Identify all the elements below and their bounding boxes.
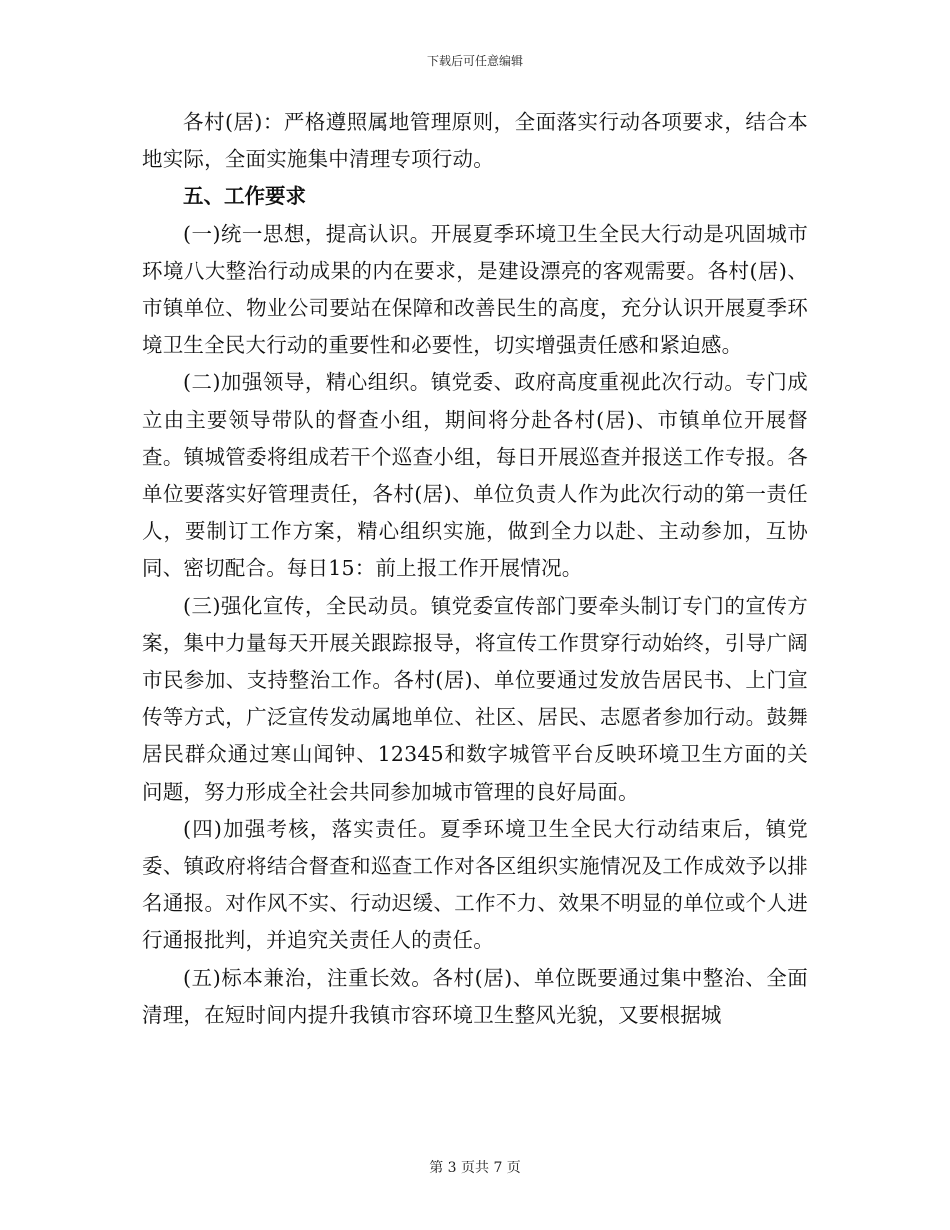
document-body (142, 104, 808, 1034)
paragraph-requirement-4: (四)加强考核，落实责任。夏季环境卫生全民大行动结束后，镇党委、镇政府将结合督查和巡查工作对各区组织实施情况及工作成效予以排名通报。对作风不实、行动迟缓、工作不力、效果不明显的单位或个人进行通报批判，并追究关责任人的责任。 (142, 816, 808, 953)
section-heading-requirements: 五、工作要求 (183, 184, 306, 209)
page-header: 下载后可任意编辑 (426, 54, 523, 68)
page-number: 第 3 页共 7 页 (429, 1160, 521, 1176)
paragraph-requirement-3: (三)强化宣传，全民动员。镇党委宣传部门要牵头制订专门的宣传方案，集中力量每天开展关跟踪报导，将宣传工作贯穿行动始终，引导广阔市民参加、支持整治工作。各村(居)、单位要通过发放告居民书、上门宣传等方式，广泛宣传发动属地单位、社区、居民、志愿者参加行动。鼓舞居民群众通过寒山闻钟、12345和数字城管平台反映环境卫生方面的关问题，努力形成全社会共同参加城市管理的良好局面。 (142, 593, 808, 804)
paragraph-requirement-2: (二)加强领导，精心组织。镇党委、政府高度重视此次行动。专门成立由主要领导带队的督查小组，期间将分赴各村(居)、市镇单位开展督查。镇城管委将组成若干个巡查小组，每日开展巡查并报送工作专报。各单位要落实好管理责任，各村(居)、单位负责人作为此次行动的第一责任人，要制订工作方案，精心组织实施，做到全力以赴、主动参加，互协同、密切配合。每日15：前上报工作开展情况。 (142, 370, 808, 581)
paragraph-requirement-5: (五)标本兼治，注重长效。各村(居)、单位既要通过集中整治、全面清理，在短时间内提升我镇市容环境卫生整风光貌，又要根据城 (142, 965, 808, 1027)
paragraph-residents: 各村(居)：严格遵照属地管理原则，全面落实行动各项要求，结合本地实际，全面实施集中清理专项行动。 (142, 110, 808, 172)
paragraph-requirement-1: (一)统一思想，提高认识。开展夏季环境卫生全民大行动是巩固城市环境八大整治行动成果的内在要求，是建设漂亮的客观需要。各村(居)、市镇单位、物业公司要站在保障和改善民生的高度，充分认识开展夏季环境卫生全民大行动的重要性和必要性，切实增强责任感和紧迫感。 (142, 221, 808, 358)
